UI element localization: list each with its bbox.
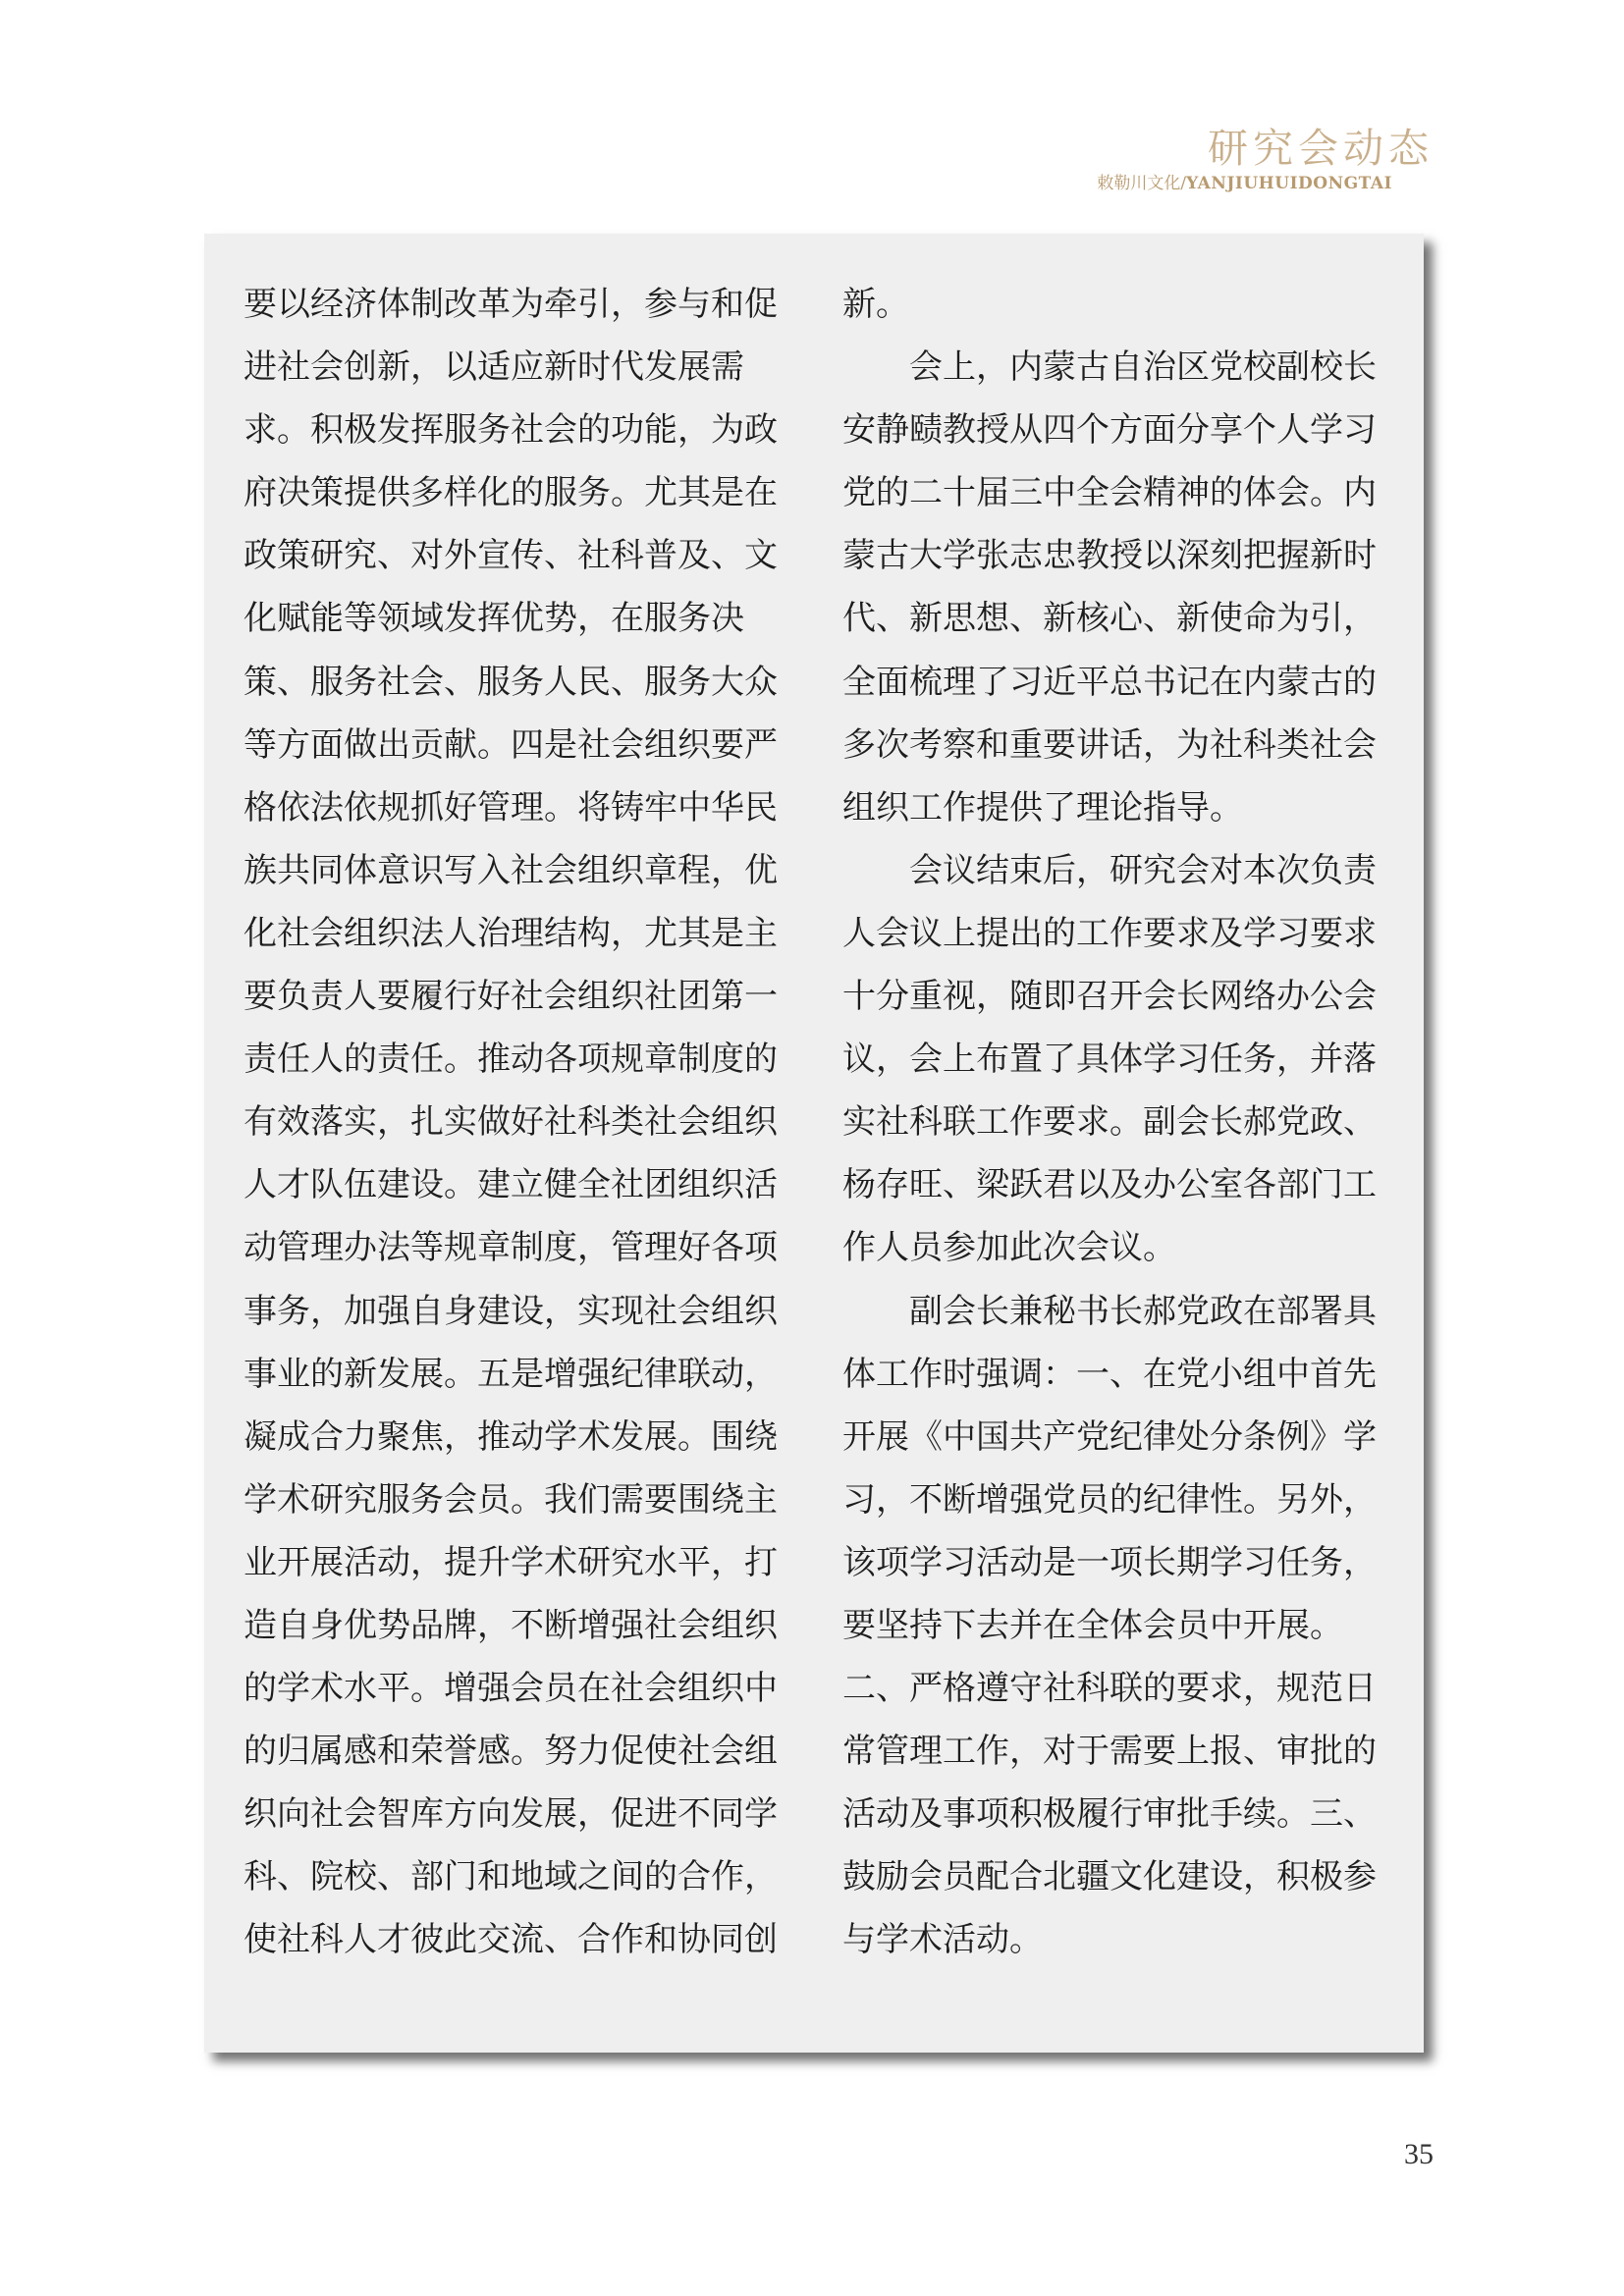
text-line: 织向社会智库方向发展，促进不同学 [244,1794,778,1835]
text-line: 杨存旺、梁跃君以及办公室各部门工 [842,1165,1377,1205]
text-line: 议，会上布置了具体学习任务，并落 [842,1040,1377,1080]
text-line: 党的二十届三中全会精神的体会。内 [842,473,1377,513]
text-line: 活动及事项积极履行审批手续。三、 [842,1794,1377,1835]
text-line: 的学术水平。增强会员在社会组织中 [244,1669,778,1709]
text-line: 事务，加强自身建设，实现社会组织 [244,1291,778,1331]
text-line: 使社科人才彼此交流、合作和协同创 [244,1920,778,1960]
text-line: 等方面做出贡献。四是社会组织要严 [244,724,778,765]
text-line: 科、院校、部门和地域之间的合作， [244,1857,778,1897]
text-line: 府决策提供多样化的服务。尤其是在 [244,473,778,513]
text-line: 二、严格遵守社科联的要求，规范日 [842,1669,1377,1709]
text-line: 格依法依规抓好管理。将铸牢中华民 [244,787,778,828]
article-panel [204,234,1424,2053]
text-line: 作人员参加此次会议。 [842,1228,1176,1268]
subtitle-en: YANJIUHUIDONGTAI [1186,174,1392,193]
text-line: 业开展活动，提升学术研究水平，打 [244,1542,778,1582]
text-line: 全面梳理了习近平总书记在内蒙古的 [842,662,1377,702]
text-line: 组织工作提供了理论指导。 [842,787,1243,828]
text-line: 造自身优势品牌，不断增强社会组织 [244,1605,778,1645]
text-line: 副会长兼秘书长郝党政在部署具 [842,1291,1377,1331]
text-line: 该项学习活动是一项长期学习任务， [842,1542,1377,1582]
text-line: 安静赜教授从四个方面分享个人学习 [842,410,1377,451]
text-line: 开展《中国共产党纪律处分条例》学 [842,1416,1377,1457]
text-line: 与学术活动。 [842,1920,1043,1960]
subtitle-cn: 敕勒川文化 [1097,174,1181,193]
text-line: 化赋能等领域发挥优势，在服务决 [244,599,744,639]
text-line: 十分重视，随即召开会长网络办公会 [842,977,1377,1017]
text-line: 要坚持下去并在全体会员中开展。 [842,1605,1343,1645]
text-line: 蒙古大学张志忠教授以深刻把握新时 [842,536,1377,576]
text-line: 多次考察和重要讲话，为社科类社会 [842,724,1377,765]
text-line: 会议结束后，研究会对本次负责 [842,850,1377,890]
text-line: 动管理办法等规章制度，管理好各项 [244,1228,778,1268]
text-line: 新。 [842,285,909,324]
text-line: 常管理工作，对于需要上报、审批的 [842,1732,1377,1772]
text-line: 求。积极发挥服务社会的功能，为政 [244,410,778,451]
text-line: 族共同体意识写入社会组织章程，优 [244,850,778,890]
text-line: 的归属感和荣誉感。努力促使社会组 [244,1732,778,1772]
text-line: 有效落实，扎实做好社科类社会组织 [244,1102,778,1143]
text-line: 体工作时强调：一、在党小组中首先 [842,1354,1377,1394]
text-line: 化社会组织法人治理结构，尤其是主 [244,913,778,953]
article-column-right [842,273,1392,1972]
text-line: 人才队伍建设。建立健全社团组织活 [244,1165,778,1205]
text-line: 政策研究、对外宣传、社科普及、文 [244,536,778,576]
section-title: 研究会动态 [1208,125,1434,172]
text-line: 事业的新发展。五是增强纪律联动， [244,1354,778,1394]
text-line: 会上，内蒙古自治区党校副校长 [842,347,1377,388]
text-line: 人会议上提出的工作要求及学习要求 [842,913,1377,953]
text-line: 习，不断增强党员的纪律性。另外， [842,1479,1377,1520]
text-line: 要负责人要履行好社会组织社团第一 [244,977,778,1017]
text-line: 要以经济体制改革为牵引，参与和促 [244,285,778,324]
subtitle-separator: / [1180,174,1187,193]
text-line: 学术研究服务会员。我们需要围绕主 [244,1479,778,1520]
text-line: 代、新思想、新核心、新使命为引， [842,599,1377,639]
page-number: 35 [1404,2138,1434,2170]
text-line: 鼓励会员配合北疆文化建设，积极参 [842,1857,1377,1897]
section-subtitle [1097,169,1392,193]
text-line: 策、服务社会、服务人民、服务大众 [244,662,778,702]
text-line: 凝成合力聚焦，推动学术发展。围绕 [244,1416,778,1457]
text-line: 责任人的责任。推动各项规章制度的 [244,1040,778,1080]
text-line: 进社会创新，以适应新时代发展需 [244,347,744,388]
text-line: 实社科联工作要求。副会长郝党政、 [842,1102,1377,1143]
article-column-left [244,273,793,1972]
